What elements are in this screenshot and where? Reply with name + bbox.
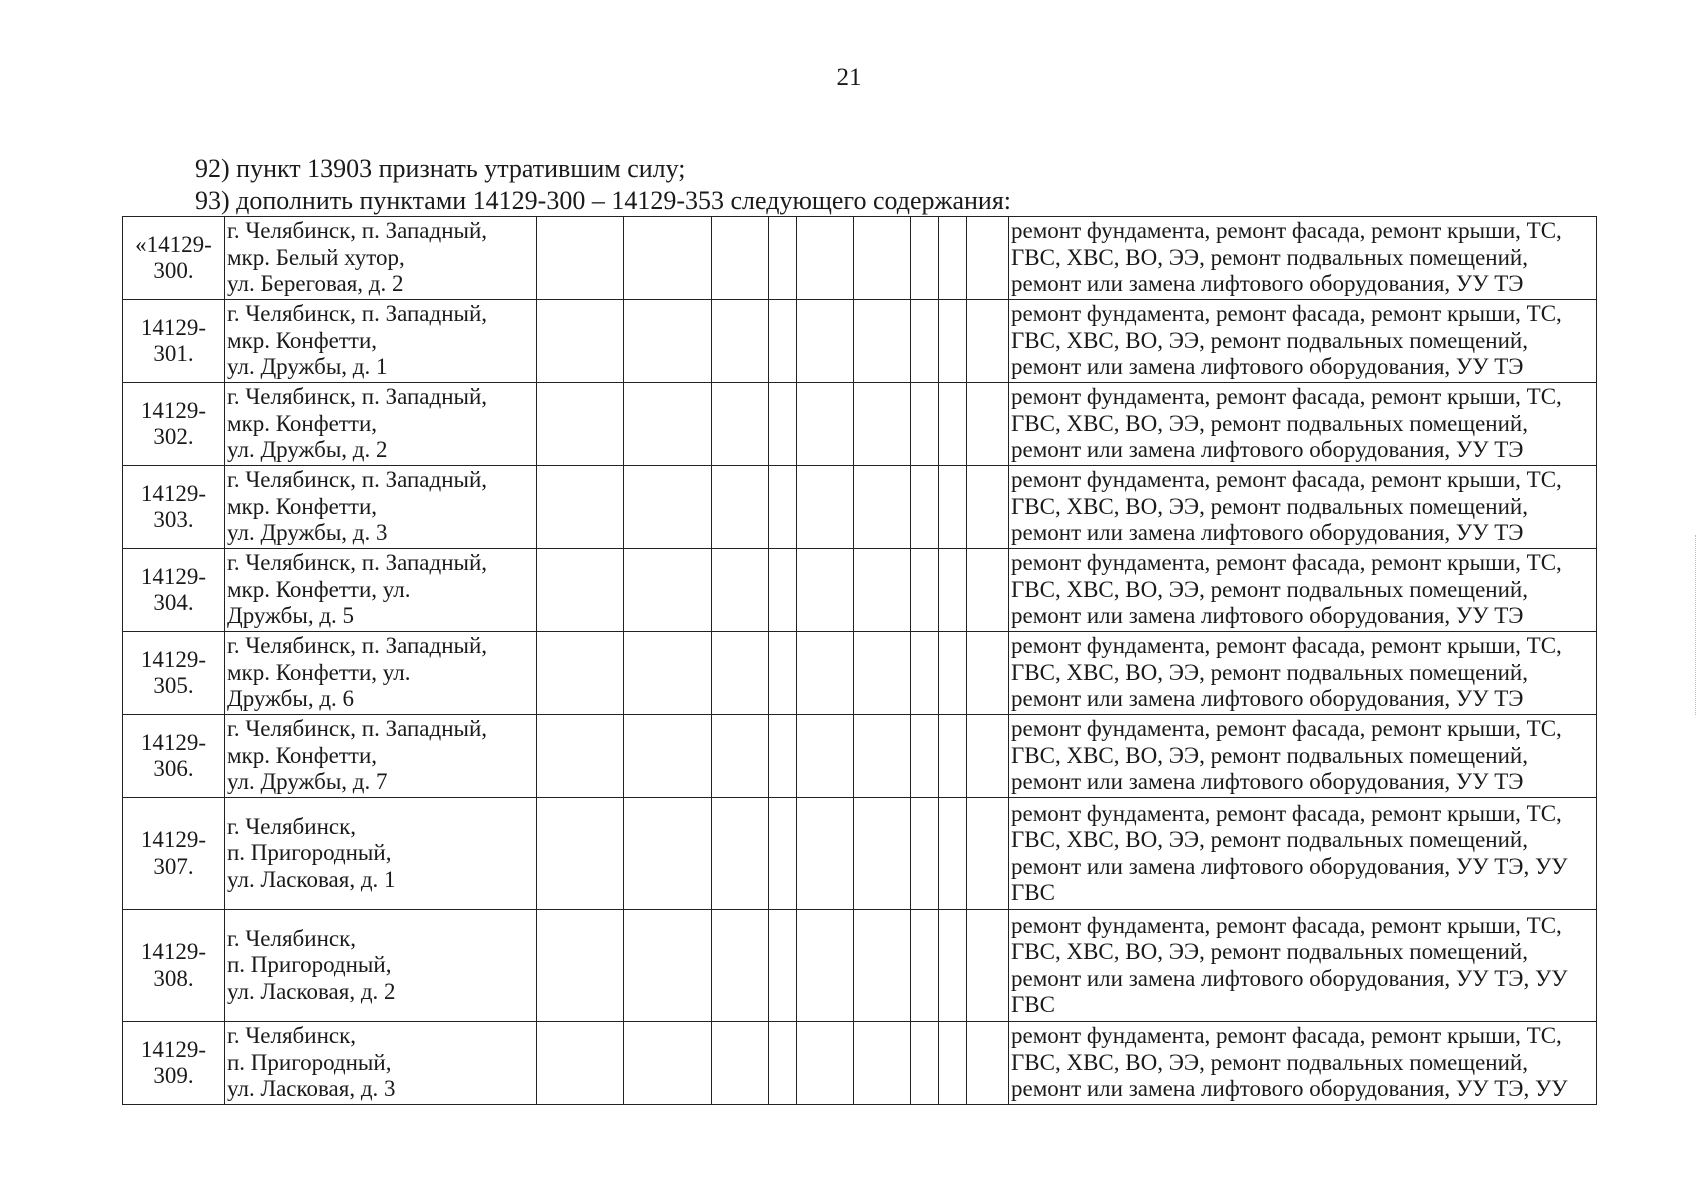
empty-cell xyxy=(854,300,911,383)
item-number-line: 306. xyxy=(153,756,194,781)
works-text: ремонт фундамента, ремонт фасада, ремонт крыши, ТС, ГВС, ХВС, ВО, ЭЭ, ремонт подвальных помещений, ремонт или замена лифтового оборудования, УУ ТЭ, УУ ГВС xyxy=(1011,800,1568,905)
works-text: ремонт фундамента, ремонт фасада, ремонт крыши, ТС, ГВС, ХВС, ВО, ЭЭ, ремонт подвальных помещений, ремонт или замена лифтового оборудования, УУ ТЭ, УУ xyxy=(1011,1023,1568,1102)
empty-cell xyxy=(537,300,624,383)
empty-cell xyxy=(537,632,624,715)
works-text: ремонт фундамента, ремонт фасада, ремонт крыши, ТС, ГВС, ХВС, ВО, ЭЭ, ремонт подвальных помещений, ремонт или замена лифтового оборудования, УУ ТЭ xyxy=(1011,384,1562,463)
works-text: ремонт фундамента, ремонт фасада, ремонт крыши, ТС, ГВС, ХВС, ВО, ЭЭ, ремонт подвальных помещений, ремонт или замена лифтового оборудования, УУ ТЭ, УУ ГВС xyxy=(1011,912,1568,1017)
item-number-cell xyxy=(123,300,225,383)
empty-cell xyxy=(939,549,967,632)
table-row xyxy=(123,383,1597,466)
item-number-line: 14129- xyxy=(140,939,207,964)
empty-cell xyxy=(967,549,1009,632)
empty-cell xyxy=(967,466,1009,549)
empty-cell xyxy=(911,798,939,910)
empty-cell xyxy=(911,217,939,300)
address-cell xyxy=(225,715,537,798)
empty-cell xyxy=(797,217,854,300)
page-number: 21 xyxy=(836,64,862,91)
empty-cell xyxy=(712,300,769,383)
empty-cell xyxy=(939,300,967,383)
works-cell xyxy=(1009,300,1597,383)
address-line: г. Челябинск, xyxy=(227,1023,357,1049)
empty-cell xyxy=(537,383,624,466)
empty-cell xyxy=(939,1022,967,1105)
address-line: мкр. Конфетти, xyxy=(227,742,378,768)
empty-cell xyxy=(797,466,854,549)
empty-cell xyxy=(712,632,769,715)
empty-cell xyxy=(939,466,967,549)
address-line: п. Пригородный, xyxy=(227,952,392,978)
item-number-line: 302. xyxy=(153,424,194,449)
empty-cell xyxy=(537,1022,624,1105)
address-line: ул. Дружбы, д. 3 xyxy=(227,520,388,546)
empty-cell xyxy=(712,798,769,910)
empty-cell xyxy=(854,466,911,549)
empty-cell xyxy=(797,549,854,632)
empty-cell xyxy=(624,1022,712,1105)
empty-cell xyxy=(911,715,939,798)
item-number-line: 301. xyxy=(153,341,194,366)
works-text: ремонт фундамента, ремонт фасада, ремонт крыши, ТС, ГВС, ХВС, ВО, ЭЭ, ремонт подвальных помещений, ремонт или замена лифтового оборудования, УУ ТЭ xyxy=(1011,467,1562,546)
address-line: п. Пригородный, xyxy=(227,840,392,866)
works-cell xyxy=(1009,549,1597,632)
empty-cell xyxy=(967,217,1009,300)
empty-cell xyxy=(911,300,939,383)
item-number-cell xyxy=(123,217,225,300)
address-cell xyxy=(225,383,537,466)
item-number-line: «14129- xyxy=(135,231,212,257)
address-line: г. Челябинск, п. Западный, xyxy=(227,467,488,493)
item-number-line: 14129- xyxy=(140,1036,207,1062)
empty-cell xyxy=(624,632,712,715)
empty-cell xyxy=(911,383,939,466)
address-line: г. Челябинск, xyxy=(227,813,357,839)
empty-cell xyxy=(624,715,712,798)
works-cell xyxy=(1009,632,1597,715)
item-number-line: 14129- xyxy=(140,646,207,672)
empty-cell xyxy=(537,549,624,632)
empty-cell xyxy=(967,300,1009,383)
works-cell xyxy=(1009,217,1597,300)
address-line: п. Пригородный, xyxy=(227,1049,392,1075)
address-line: ул. Ласковая, д. 1 xyxy=(227,866,396,892)
scan-edge-marks xyxy=(1692,535,1696,715)
table-row xyxy=(123,300,1597,383)
table-row xyxy=(123,549,1597,632)
address-cell xyxy=(225,217,537,300)
table-row xyxy=(123,798,1597,910)
empty-cell xyxy=(712,383,769,466)
address-line: г. Челябинск, п. Западный, xyxy=(227,633,488,659)
empty-cell xyxy=(939,383,967,466)
empty-cell xyxy=(967,1022,1009,1105)
address-line: г. Челябинск, п. Западный, xyxy=(227,550,488,576)
address-cell xyxy=(225,466,537,549)
empty-cell xyxy=(854,383,911,466)
empty-cell xyxy=(939,798,967,910)
empty-cell xyxy=(769,632,797,715)
paragraph-93: 93) дополнить пунктами 14129-300 – 14129-353 следующего содержания: xyxy=(195,186,1012,215)
item-number-line: 307. xyxy=(153,853,194,879)
empty-cell xyxy=(624,217,712,300)
empty-cell xyxy=(797,1022,854,1105)
empty-cell xyxy=(769,300,797,383)
empty-cell xyxy=(769,549,797,632)
works-cell xyxy=(1009,798,1597,910)
empty-cell xyxy=(712,910,769,1022)
item-number-cell xyxy=(123,910,225,1022)
empty-cell xyxy=(797,715,854,798)
address-line: мкр. Конфетти, xyxy=(227,493,378,519)
amendments-table xyxy=(122,216,1597,1105)
empty-cell xyxy=(854,217,911,300)
works-cell xyxy=(1009,466,1597,549)
empty-cell xyxy=(624,798,712,910)
address-cell xyxy=(225,1022,537,1105)
empty-cell xyxy=(854,1022,911,1105)
item-number-line: 304. xyxy=(153,590,194,615)
address-line: ул. Береговая, д. 2 xyxy=(227,271,404,297)
empty-cell xyxy=(712,1022,769,1105)
address-cell xyxy=(225,798,537,910)
empty-cell xyxy=(797,300,854,383)
empty-cell xyxy=(769,466,797,549)
table-row xyxy=(123,217,1597,300)
empty-cell xyxy=(967,910,1009,1022)
empty-cell xyxy=(537,217,624,300)
address-line: мкр. Конфетти, xyxy=(227,327,378,353)
empty-cell xyxy=(911,466,939,549)
address-line: г. Челябинск, п. Западный, xyxy=(227,384,488,410)
works-cell xyxy=(1009,910,1597,1022)
empty-cell xyxy=(624,466,712,549)
empty-cell xyxy=(769,1022,797,1105)
item-number-cell xyxy=(123,383,225,466)
empty-cell xyxy=(854,632,911,715)
item-number-line: 303. xyxy=(153,507,194,532)
address-line: мкр. Конфетти, xyxy=(227,410,378,436)
empty-cell xyxy=(537,466,624,549)
works-text: ремонт фундамента, ремонт фасада, ремонт крыши, ТС, ГВС, ХВС, ВО, ЭЭ, ремонт подвальных помещений, ремонт или замена лифтового оборудования, УУ ТЭ xyxy=(1011,218,1562,297)
empty-cell xyxy=(769,910,797,1022)
address-line: г. Челябинск, xyxy=(227,925,357,951)
empty-cell xyxy=(854,715,911,798)
address-line: г. Челябинск, п. Западный, xyxy=(227,301,488,327)
table-row xyxy=(123,715,1597,798)
empty-cell xyxy=(911,632,939,715)
item-number-line: 14129- xyxy=(140,397,207,423)
empty-cell xyxy=(624,910,712,1022)
item-number-line: 309. xyxy=(153,1063,194,1088)
empty-cell xyxy=(769,217,797,300)
works-cell xyxy=(1009,383,1597,466)
empty-cell xyxy=(939,715,967,798)
item-number-line: 14129- xyxy=(140,480,207,506)
empty-cell xyxy=(624,300,712,383)
address-cell xyxy=(225,632,537,715)
item-number-cell xyxy=(123,549,225,632)
works-cell xyxy=(1009,1022,1597,1105)
empty-cell xyxy=(967,632,1009,715)
address-cell xyxy=(225,300,537,383)
address-line: мкр. Конфетти, ул. xyxy=(227,576,411,602)
address-cell xyxy=(225,549,537,632)
empty-cell xyxy=(712,715,769,798)
item-number-line: 300. xyxy=(153,258,194,283)
empty-cell xyxy=(624,549,712,632)
address-line: мкр. Конфетти, ул. xyxy=(227,659,411,685)
item-number-cell xyxy=(123,632,225,715)
address-line: г. Челябинск, п. Западный, xyxy=(227,716,488,742)
item-number-line: 14129- xyxy=(140,729,207,755)
item-number-cell xyxy=(123,715,225,798)
empty-cell xyxy=(854,549,911,632)
address-line: ул. Ласковая, д. 3 xyxy=(227,1076,396,1102)
item-number-cell xyxy=(123,798,225,910)
address-line: ул. Дружбы, д. 1 xyxy=(227,354,388,380)
address-line: Дружбы, д. 6 xyxy=(227,686,355,712)
empty-cell xyxy=(939,632,967,715)
works-cell xyxy=(1009,715,1597,798)
address-line: Дружбы, д. 5 xyxy=(227,603,355,629)
empty-cell xyxy=(939,910,967,1022)
empty-cell xyxy=(911,549,939,632)
empty-cell xyxy=(797,798,854,910)
empty-cell xyxy=(854,798,911,910)
empty-cell xyxy=(712,466,769,549)
works-text: ремонт фундамента, ремонт фасада, ремонт крыши, ТС, ГВС, ХВС, ВО, ЭЭ, ремонт подвальных помещений, ремонт или замена лифтового оборудования, УУ ТЭ xyxy=(1011,716,1562,795)
address-line: ул. Дружбы, д. 2 xyxy=(227,437,388,463)
table-row xyxy=(123,632,1597,715)
item-number-line: 14129- xyxy=(140,827,207,852)
item-number-cell xyxy=(123,466,225,549)
item-number-line: 308. xyxy=(153,965,194,991)
empty-cell xyxy=(967,383,1009,466)
paragraph-92: 92) пункт 13903 признать утратившим силу; xyxy=(195,154,686,183)
empty-cell xyxy=(712,217,769,300)
empty-cell xyxy=(797,383,854,466)
address-line: г. Челябинск, п. Западный, xyxy=(227,218,488,244)
empty-cell xyxy=(967,798,1009,910)
empty-cell xyxy=(537,798,624,910)
works-text: ремонт фундамента, ремонт фасада, ремонт крыши, ТС, ГВС, ХВС, ВО, ЭЭ, ремонт подвальных помещений, ремонт или замена лифтового оборудования, УУ ТЭ xyxy=(1011,633,1562,712)
empty-cell xyxy=(854,910,911,1022)
address-line: ул. Ласковая, д. 2 xyxy=(227,978,396,1004)
address-line: мкр. Белый хутор, xyxy=(227,244,405,270)
table-row xyxy=(123,466,1597,549)
empty-cell xyxy=(624,383,712,466)
item-number-line: 14129- xyxy=(140,563,207,589)
empty-cell xyxy=(967,715,1009,798)
empty-cell xyxy=(911,1022,939,1105)
works-text: ремонт фундамента, ремонт фасада, ремонт крыши, ТС, ГВС, ХВС, ВО, ЭЭ, ремонт подвальных помещений, ремонт или замена лифтового оборудования, УУ ТЭ xyxy=(1011,301,1562,380)
empty-cell xyxy=(797,910,854,1022)
empty-cell xyxy=(769,383,797,466)
address-cell xyxy=(225,910,537,1022)
empty-cell xyxy=(797,632,854,715)
empty-cell xyxy=(769,798,797,910)
table-row xyxy=(123,910,1597,1022)
table-row xyxy=(123,1022,1597,1105)
empty-cell xyxy=(911,910,939,1022)
empty-cell xyxy=(939,217,967,300)
empty-cell xyxy=(712,549,769,632)
empty-cell xyxy=(769,715,797,798)
item-number-cell xyxy=(123,1022,225,1105)
empty-cell xyxy=(537,910,624,1022)
item-number-line: 305. xyxy=(153,673,194,698)
address-line: ул. Дружбы, д. 7 xyxy=(227,769,388,795)
item-number-line: 14129- xyxy=(140,314,207,340)
empty-cell xyxy=(537,715,624,798)
works-text: ремонт фундамента, ремонт фасада, ремонт крыши, ТС, ГВС, ХВС, ВО, ЭЭ, ремонт подвальных помещений, ремонт или замена лифтового оборудования, УУ ТЭ xyxy=(1011,550,1562,629)
